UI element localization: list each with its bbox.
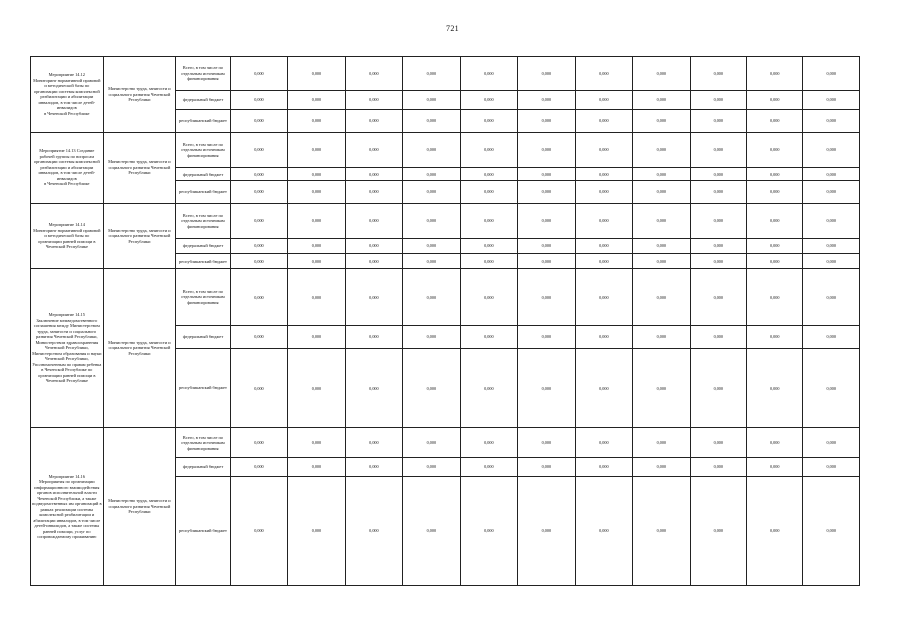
table-row [31, 132, 860, 167]
funding-source-cell: Всего, в том числе по отдельным источникам финансирования [176, 269, 230, 326]
executor-cell: Министерство труда, занятости и социального развития Чеченской Республики [103, 203, 176, 269]
amount-cell: 0,000 [747, 57, 803, 91]
measure-cell: Мероприятие 14.12 Мониторинг нормативной правовой и методической базы по организации системы комплексной реабилитации и абилитации инвалидов, в том числе детей-инвалидов в Чеченской Республике [31, 57, 104, 133]
executor-cell: Министерство труда, занятости и социального развития Чеченской Республики [103, 57, 176, 133]
amount-cell: 0,000 [518, 428, 575, 458]
amount-cell: 0,000 [345, 458, 402, 476]
amount-cell: 0,000 [690, 254, 746, 269]
amount-cell: 0,000 [575, 181, 632, 203]
amount-cell: 0,000 [575, 132, 632, 167]
amount-cell: 0,000 [230, 181, 287, 203]
amount-cell: 0,000 [803, 181, 860, 203]
amount-cell: 0,000 [803, 458, 860, 476]
amount-cell: 0,000 [633, 91, 690, 109]
amount-cell: 0,000 [345, 168, 402, 181]
amount-cell: 0,000 [690, 269, 746, 326]
amount-cell: 0,000 [403, 109, 460, 132]
amount-cell: 0,000 [747, 458, 803, 476]
amount-cell: 0,000 [690, 168, 746, 181]
executor-cell: Министерство труда, занятости и социального развития Чеченской Республики [103, 428, 176, 586]
amount-cell: 0,000 [803, 428, 860, 458]
amount-cell: 0,000 [690, 132, 746, 167]
amount-cell: 0,000 [460, 203, 517, 238]
amount-cell: 0,000 [460, 349, 517, 428]
amount-cell: 0,000 [230, 91, 287, 109]
amount-cell: 0,000 [803, 325, 860, 348]
amount-cell: 0,000 [518, 132, 575, 167]
amount-cell: 0,000 [345, 109, 402, 132]
amount-cell: 0,000 [230, 349, 287, 428]
amount-cell: 0,000 [633, 476, 690, 585]
amount-cell: 0,000 [747, 91, 803, 109]
amount-cell: 0,000 [345, 325, 402, 348]
amount-cell: 0,000 [747, 325, 803, 348]
amount-cell: 0,000 [575, 476, 632, 585]
amount-cell: 0,000 [803, 132, 860, 167]
amount-cell: 0,000 [690, 203, 746, 238]
amount-cell: 0,000 [345, 269, 402, 326]
amount-cell: 0,000 [460, 132, 517, 167]
amount-cell: 0,000 [518, 57, 575, 91]
amount-cell: 0,000 [230, 168, 287, 181]
measure-cell: Мероприятие 14.16 Мероприятия по организации информационного взаимодействия органов исполнительной власти Чеченской Республики, а также подведомственных им организаций в рамках реализации системы комплексной реабилитации и абилитации инвалидов, в том числе детей-инвалидов, а также системы ранней помощи, услуг по сопровождаемому проживанию [31, 428, 104, 586]
amount-cell: 0,000 [460, 269, 517, 326]
amount-cell: 0,000 [747, 181, 803, 203]
amount-cell: 0,000 [747, 239, 803, 254]
amount-cell: 0,000 [345, 91, 402, 109]
amount-cell: 0,000 [690, 239, 746, 254]
amount-cell: 0,000 [518, 254, 575, 269]
page-number: 721 [446, 24, 459, 33]
amount-cell: 0,000 [747, 269, 803, 326]
amount-cell: 0,000 [460, 458, 517, 476]
amount-cell: 0,000 [460, 168, 517, 181]
amount-cell: 0,000 [518, 109, 575, 132]
amount-cell: 0,000 [403, 203, 460, 238]
amount-cell: 0,000 [403, 254, 460, 269]
amount-cell: 0,000 [575, 57, 632, 91]
amount-cell: 0,000 [288, 239, 345, 254]
amount-cell: 0,000 [403, 269, 460, 326]
amount-cell: 0,000 [230, 254, 287, 269]
amount-cell: 0,000 [690, 109, 746, 132]
amount-cell: 0,000 [575, 325, 632, 348]
amount-cell: 0,000 [803, 109, 860, 132]
amount-cell: 0,000 [633, 349, 690, 428]
amount-cell: 0,000 [230, 109, 287, 132]
amount-cell: 0,000 [288, 325, 345, 348]
amount-cell: 0,000 [803, 91, 860, 109]
amount-cell: 0,000 [690, 428, 746, 458]
amount-cell: 0,000 [747, 168, 803, 181]
table-row [31, 203, 860, 238]
amount-cell: 0,000 [288, 57, 345, 91]
amount-cell: 0,000 [633, 458, 690, 476]
amount-cell: 0,000 [345, 476, 402, 585]
amount-cell: 0,000 [460, 476, 517, 585]
amount-cell: 0,000 [747, 476, 803, 585]
funding-source-cell: республиканский бюджет [176, 476, 230, 585]
amount-cell: 0,000 [345, 349, 402, 428]
amount-cell: 0,000 [518, 269, 575, 326]
amount-cell: 0,000 [690, 458, 746, 476]
amount-cell: 0,000 [403, 57, 460, 91]
amount-cell: 0,000 [633, 269, 690, 326]
amount-cell: 0,000 [288, 203, 345, 238]
amount-cell: 0,000 [633, 132, 690, 167]
amount-cell: 0,000 [288, 458, 345, 476]
amount-cell: 0,000 [690, 476, 746, 585]
amount-cell: 0,000 [803, 57, 860, 91]
amount-cell: 0,000 [690, 181, 746, 203]
amount-cell: 0,000 [575, 239, 632, 254]
measure-cell: Мероприятие 14.15 Заключение межведомственного соглашения между Министерством труда, занятости и социального развития Чеченской Республики, Министерством здравоохранения Чеченской Республики, Министерством образования и науки Чеченской Республики, Уполномоченным по правам ребенка в Чеченской Республике по организации ранней помощи в Чеченской Республике [31, 269, 104, 428]
amount-cell: 0,000 [288, 91, 345, 109]
measure-cell: Мероприятие 14.14 Мониторинг нормативной правовой и методической базы по организации ранней помощи в Чеченской Республике [31, 203, 104, 269]
amount-cell: 0,000 [633, 168, 690, 181]
amount-cell: 0,000 [345, 239, 402, 254]
amount-cell: 0,000 [747, 132, 803, 167]
amount-cell: 0,000 [633, 203, 690, 238]
table-row [31, 57, 860, 91]
amount-cell: 0,000 [633, 239, 690, 254]
amount-cell: 0,000 [575, 109, 632, 132]
amount-cell: 0,000 [288, 269, 345, 326]
amount-cell: 0,000 [403, 168, 460, 181]
amount-cell: 0,000 [633, 57, 690, 91]
amount-cell: 0,000 [633, 109, 690, 132]
amount-cell: 0,000 [288, 181, 345, 203]
amount-cell: 0,000 [633, 254, 690, 269]
amount-cell: 0,000 [518, 476, 575, 585]
amount-cell: 0,000 [460, 325, 517, 348]
funding-source-cell: Всего, в том числе по отдельным источникам финансирования [176, 428, 230, 458]
amount-cell: 0,000 [690, 91, 746, 109]
amount-cell: 0,000 [747, 254, 803, 269]
amount-cell: 0,000 [518, 349, 575, 428]
amount-cell: 0,000 [230, 428, 287, 458]
amount-cell: 0,000 [633, 428, 690, 458]
amount-cell: 0,000 [575, 349, 632, 428]
funding-source-cell: республиканский бюджет [176, 349, 230, 428]
amount-cell: 0,000 [230, 203, 287, 238]
amount-cell: 0,000 [230, 458, 287, 476]
amount-cell: 0,000 [803, 168, 860, 181]
amount-cell: 0,000 [288, 132, 345, 167]
amount-cell: 0,000 [403, 239, 460, 254]
amount-cell: 0,000 [518, 239, 575, 254]
funding-source-cell: Всего, в том числе по отдельным источникам финансирования [176, 203, 230, 238]
amount-cell: 0,000 [803, 203, 860, 238]
amount-cell: 0,000 [230, 132, 287, 167]
executor-cell: Министерство труда, занятости и социального развития Чеченской Республики [103, 269, 176, 428]
amount-cell: 0,000 [345, 132, 402, 167]
amount-cell: 0,000 [288, 476, 345, 585]
funding-source-cell: федеральный бюджет [176, 91, 230, 109]
amount-cell: 0,000 [518, 168, 575, 181]
amount-cell: 0,000 [575, 91, 632, 109]
amount-cell: 0,000 [575, 428, 632, 458]
amount-cell: 0,000 [460, 254, 517, 269]
amount-cell: 0,000 [633, 181, 690, 203]
table-row [31, 428, 860, 458]
funding-source-cell: Всего, в том числе по отдельным источникам финансирования [176, 132, 230, 167]
funding-source-cell: федеральный бюджет [176, 325, 230, 348]
amount-cell: 0,000 [345, 254, 402, 269]
amount-cell: 0,000 [230, 476, 287, 585]
amount-cell: 0,000 [288, 254, 345, 269]
amount-cell: 0,000 [575, 254, 632, 269]
amount-cell: 0,000 [518, 181, 575, 203]
amount-cell: 0,000 [403, 91, 460, 109]
amount-cell: 0,000 [518, 458, 575, 476]
financing-table [30, 56, 860, 586]
amount-cell: 0,000 [803, 349, 860, 428]
funding-source-cell: Всего, в том числе по отдельным источникам финансирования [176, 57, 230, 91]
funding-source-cell: федеральный бюджет [176, 458, 230, 476]
amount-cell: 0,000 [345, 57, 402, 91]
amount-cell: 0,000 [345, 428, 402, 458]
funding-source-cell: республиканский бюджет [176, 254, 230, 269]
amount-cell: 0,000 [690, 57, 746, 91]
amount-cell: 0,000 [460, 109, 517, 132]
funding-source-cell: республиканский бюджет [176, 181, 230, 203]
amount-cell: 0,000 [403, 325, 460, 348]
funding-source-cell: федеральный бюджет [176, 239, 230, 254]
amount-cell: 0,000 [403, 132, 460, 167]
amount-cell: 0,000 [803, 239, 860, 254]
amount-cell: 0,000 [230, 57, 287, 91]
amount-cell: 0,000 [345, 203, 402, 238]
amount-cell: 0,000 [230, 325, 287, 348]
amount-cell: 0,000 [575, 203, 632, 238]
amount-cell: 0,000 [518, 325, 575, 348]
amount-cell: 0,000 [575, 168, 632, 181]
amount-cell: 0,000 [690, 349, 746, 428]
amount-cell: 0,000 [288, 168, 345, 181]
amount-cell: 0,000 [288, 428, 345, 458]
amount-cell: 0,000 [690, 325, 746, 348]
executor-cell: Министерство труда, занятости и социального развития Чеченской Республики [103, 132, 176, 203]
amount-cell: 0,000 [518, 91, 575, 109]
funding-source-cell: федеральный бюджет [176, 168, 230, 181]
amount-cell: 0,000 [575, 269, 632, 326]
amount-cell: 0,000 [747, 203, 803, 238]
amount-cell: 0,000 [288, 109, 345, 132]
amount-cell: 0,000 [230, 269, 287, 326]
amount-cell: 0,000 [460, 181, 517, 203]
amount-cell: 0,000 [403, 349, 460, 428]
amount-cell: 0,000 [345, 181, 402, 203]
amount-cell: 0,000 [230, 239, 287, 254]
amount-cell: 0,000 [460, 428, 517, 458]
amount-cell: 0,000 [575, 458, 632, 476]
amount-cell: 0,000 [403, 428, 460, 458]
table-row [31, 269, 860, 326]
amount-cell: 0,000 [803, 476, 860, 585]
amount-cell: 0,000 [803, 269, 860, 326]
amount-cell: 0,000 [803, 254, 860, 269]
amount-cell: 0,000 [288, 349, 345, 428]
amount-cell: 0,000 [518, 203, 575, 238]
amount-cell: 0,000 [460, 57, 517, 91]
measure-cell: Мероприятие 14.13 Создание рабочей группы по вопросам организации системы комплексной реабилитации и абилитации инвалидов, в том числе детей-инвалидов в Чеченской Республике [31, 132, 104, 203]
amount-cell: 0,000 [460, 239, 517, 254]
amount-cell: 0,000 [403, 181, 460, 203]
amount-cell: 0,000 [460, 91, 517, 109]
amount-cell: 0,000 [747, 349, 803, 428]
amount-cell: 0,000 [403, 458, 460, 476]
funding-source-cell: республиканский бюджет [176, 109, 230, 132]
amount-cell: 0,000 [747, 428, 803, 458]
amount-cell: 0,000 [747, 109, 803, 132]
amount-cell: 0,000 [633, 325, 690, 348]
amount-cell: 0,000 [403, 476, 460, 585]
